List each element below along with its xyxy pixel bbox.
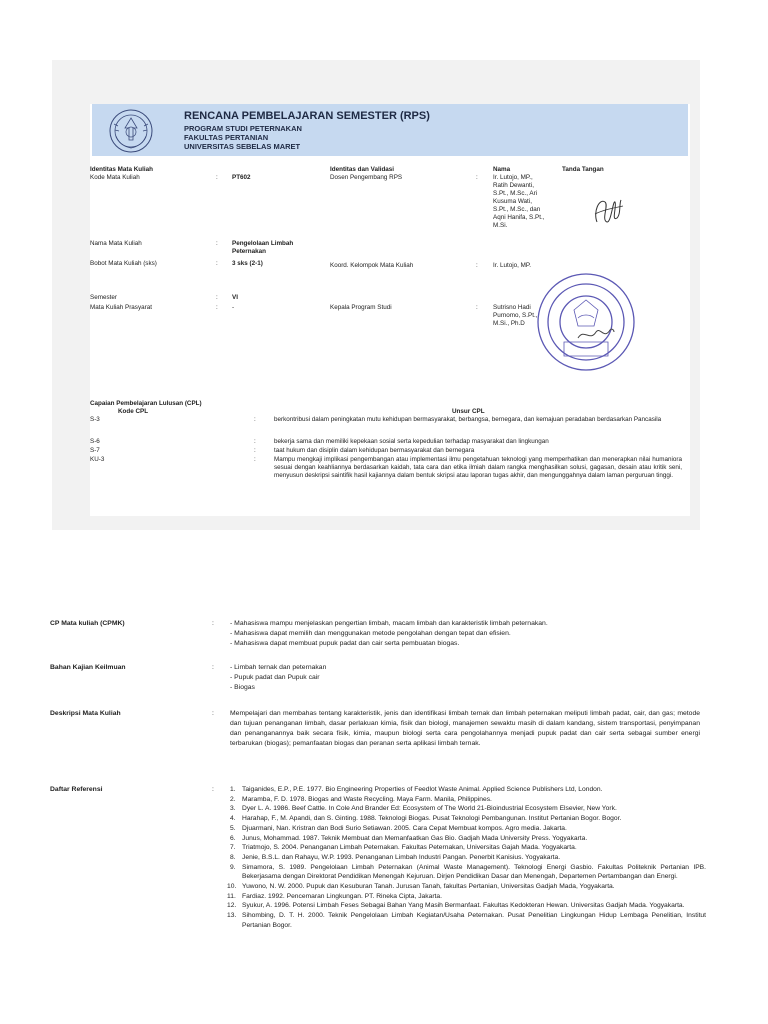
reference-item: 6. Junus, Mohammad. 1987. Teknik Membuat dan Memanfaatkan Gas Bio. Gadjah Mada University Press. Yogyakarta. [230, 834, 588, 842]
cpl-kode-s6: S-6 [90, 438, 100, 445]
prasyarat-value: - [232, 304, 235, 311]
colon: : [212, 710, 214, 717]
ttd-heading: Tanda Tangan [562, 166, 604, 173]
cpl-kode-s3: S-3 [90, 416, 100, 423]
unsur-cpl-heading: Unsur CPL [452, 408, 485, 415]
nama-value: Pengelolaan Limbah Peternakan [232, 240, 294, 255]
deskripsi-text: Mempelajari dan membahas tentang karakteristik, jenis dan identifikasi limbah ternak dan limbah peternakan meliputi limbah padat, cair, dan gas; metode dan tujuan penanganan limbah, dasar perlakuan kimia, fisik dan biologi, manajemen sewaktu masih di dalam kandang, sistem transportasi, penyimpanan dan penanganannya baik secara fisik, kimia, maupun biologi serta cara pengolahannya menjadi pupuk padat dan cair serta sebagai sumber energi terbarukan (biogas); pemanfaatan biogas dan peranan serta aplikasi limbah ternak. [230, 710, 700, 747]
dosen-name-2: Ratih Dewanti, [493, 182, 534, 189]
dosen-label: Dosen Pengembang RPS [330, 174, 403, 181]
kode-label: Kode Mata Kuliah [90, 174, 140, 181]
cpmk-label: CP Mata kuliah (CPMK) [50, 620, 125, 627]
dosen-name-5: S.Pt., M.Sc., dan [493, 206, 541, 213]
reference-item: 8. Jenie, B.S.L. dan Rahayu, W.P. 1993. Penanganan Limbah Industri Pangan. Penerbit Kanisius. Yogyakarta. [230, 853, 561, 861]
reference-item: 2. Maramba, F. D. 1978. Biogas and Waste Recycling. Maya Farm. Manila, Philippines. [230, 795, 492, 803]
rps-header [92, 104, 688, 156]
dosen-name-3: S.Pt., M.Sc., Ari [493, 190, 538, 197]
rps-title: RENCANA PEMBELAJARAN SEMESTER (RPS) [184, 110, 430, 122]
koord-label: Koord. Kelompok Mata Kuliah [330, 262, 414, 269]
cpl-kode-ku3: KU-3 [90, 456, 105, 463]
kaprodi-name-2: Purnomo, S.Pt., [493, 312, 538, 319]
colon: : [212, 620, 214, 627]
colon: : [254, 456, 256, 463]
program-studi: PROGRAM STUDI PETERNAKAN [184, 124, 302, 133]
cpl-heading: Capaian Pembelajaran Lulusan (CPL) [90, 400, 202, 407]
colon: : [212, 786, 214, 793]
colon: : [216, 174, 218, 181]
kaprodi-label: Kepala Program Studi [330, 304, 392, 311]
deskripsi-label: Deskripsi Mata Kuliah [50, 710, 121, 717]
nama-label: Nama Mata Kuliah [90, 240, 142, 247]
bobot-label: Bobot Mata Kuliah (sks) [90, 260, 157, 267]
bahan-list [230, 663, 326, 693]
colon: : [254, 416, 256, 423]
cpl-text-s7: taat hukum dan disiplin dalam kehidupan bermasyarakat dan bernegara [274, 447, 475, 454]
kaprodi-signature-icon [576, 322, 616, 344]
colon: : [476, 174, 478, 181]
reference-item: 13. Sihombing, D. T. H. 2000. Teknik Pengelolaan Limbah Kegiatan/Usaha Peternakan. Pusat Penelitian Lingkungan Hidup Lembaga Penelitian, Institut Pertanian Bogor. [227, 912, 706, 929]
cpmk-item: - Mahasiswa dapat memilih dan menggunakan metode pengolahan dengan tepat dan efisien. [230, 630, 511, 637]
colon: : [216, 304, 218, 311]
kode-value: PT602 [232, 174, 251, 181]
cpl-text-s3: berkontribusi dalam peningkatan mutu kehidupan bermasyarakat, berbangsa, bernegara, dan kemajuan peradaban berdasarkan Pancasila [274, 416, 662, 423]
reference-item: 10. Yuwono, N. W. 2000. Pupuk dan Kesuburan Tanah. Jurusan Tanah, fakultas Pertanian, Universitas Gadjah Mada, Yogyakarta. [227, 883, 615, 891]
semester-label: Semester [90, 294, 117, 301]
reference-item: 12. Syukur, A. 1996. Potensi Limbah Feses Sebagai Bahan Yang Masih Bermanfaat. Fakultas Kedokteran Hewan. Universitas Gadjah Mada. Yogyakarta. [227, 902, 685, 910]
kaprodi-name-1: Sutrisno Hadi [493, 304, 531, 311]
referensi-label: Daftar Referensi [50, 786, 103, 793]
bobot-value: 3 sks (2-1) [232, 260, 263, 267]
dosen-name-7: M.Si. [493, 222, 508, 229]
kaprodi-name-3: M.Si., Ph.D [493, 320, 525, 327]
signature-icon [591, 192, 625, 232]
dosen-name-1: Ir. Lutojo, MP., [493, 174, 533, 181]
validasi-heading: Identitas dan Validasi [330, 166, 395, 173]
reference-item: 11. Fardiaz. 1992. Pencemaran Lingkungan. PT. Rineka Cipta, Jakarta. [227, 892, 442, 900]
cpl-text-s6: bekerja sama dan memiliki kepekaan sosial serta kepedulian terhadap masyarakat dan lingkungan [274, 438, 549, 445]
cpl-kode-s7: S-7 [90, 447, 100, 454]
reference-item: 5. Djuarmani, Nan. Kristran dan Bodi Surio Setiawan. 2005. Cara Cepat Membuat kompos. Agro media. Jakarta. [230, 824, 567, 832]
referensi-list [227, 785, 706, 931]
colon: : [216, 294, 218, 301]
cpmk-item: - Mahasiswa dapat membuat pupuk padat dan cair serta pembuatan biogas. [230, 640, 460, 647]
colon: : [212, 664, 214, 671]
bahan-item: - Pupuk padat dan Pupuk cair [230, 674, 320, 681]
colon: : [254, 438, 256, 445]
universitas: UNIVERSITAS SEBELAS MARET [184, 142, 301, 151]
prasyarat-label: Mata Kuliah Prasyarat [90, 304, 152, 311]
cpl-text-ku3: Mampu mengkaji implikasi pengembangan atau implementasi ilmu pengetahuan teknologi yang memperhatikan dan menerapkan nilai humaniora sesuai dengan keahliannya berdasarkan kaidah, tata cara dan etika ilmiah dalam rangka menghasilkan solusi, gagasan, desain atau kritik seni, menyusun deskripsi saintifik hasil kajiannya dalam bentuk skripsi atau laporan tugas akhir, dan mengunggahnya dalam laman perguruan tinggi. [274, 456, 682, 479]
fakultas: FAKULTAS PERTANIAN [184, 133, 269, 142]
colon: : [254, 447, 256, 454]
reference-item: 4. Harahap, F., M. Apandi, dan S. Ginting. 1988. Teknologi Biogas. Pusat Teknologi Pembangunan. Institut Pertanian Bogor. Bogor. [230, 815, 622, 823]
semester-value: VI [232, 294, 238, 301]
reference-item: 7. Triatmojo, S. 2004. Penanganan Limbah Peternakan. Fakultas Peternakan, Universitas Gajah Mada. Yogyakarta. [230, 844, 577, 852]
bahan-label: Bahan Kajian Keilmuan [50, 664, 126, 671]
bahan-item: - Biogas [230, 684, 255, 691]
cpmk-list [230, 619, 548, 649]
reference-item: 1. Taiganides, E.P., P.E. 1977. Bio Engineering Properties of Feedlot Waste Animal. Applied Science Publishers Ltd, London. [230, 786, 603, 793]
kode-cpl-heading: Kode CPL [118, 408, 149, 415]
colon: : [476, 262, 478, 269]
colon: : [216, 260, 218, 267]
dosen-name-4: Kusuma Wati, [493, 198, 532, 205]
colon: : [216, 240, 218, 247]
university-logo-icon [106, 106, 156, 156]
reference-item: 3. Dyer L. A. 1986. Beef Cattle. In Cole And Brander Ed: Ecosystem of The World 21-Bioindustrial Ecosystem Elsevier, New York. [230, 805, 617, 813]
dosen-name-6: Aqni Hanifa, S.Pt., [493, 214, 545, 221]
bahan-item: - Limbah ternak dan peternakan [230, 664, 327, 671]
koord-name: Ir. Lutojo, MP. [493, 262, 532, 269]
scanned-rps-page [52, 60, 700, 530]
reference-item: 9. Simamora, S. 1989. Pengelolaan Limbah Peternakan (Animal Waste Management). Teknologi Energi Gasbio. Fakultas Politeknik Pertanian IPB. Bekerjasama dengan Direktorat Pendidikan Menengah Kejuruan. Dirjen Pendidikan Dasar dan Menengah, Departemen Pertambangan dan Energi. [230, 863, 706, 881]
cpmk-item: - Mahasiswa mampu menjelaskan pengertian limbah, macam limbah dan karakteristik limbah peternakan. [230, 620, 548, 627]
identitas-heading: Identitas Mata Kuliah [90, 166, 153, 173]
scan-content [90, 104, 690, 516]
nama-heading: Nama [493, 166, 511, 173]
colon: : [476, 304, 478, 311]
